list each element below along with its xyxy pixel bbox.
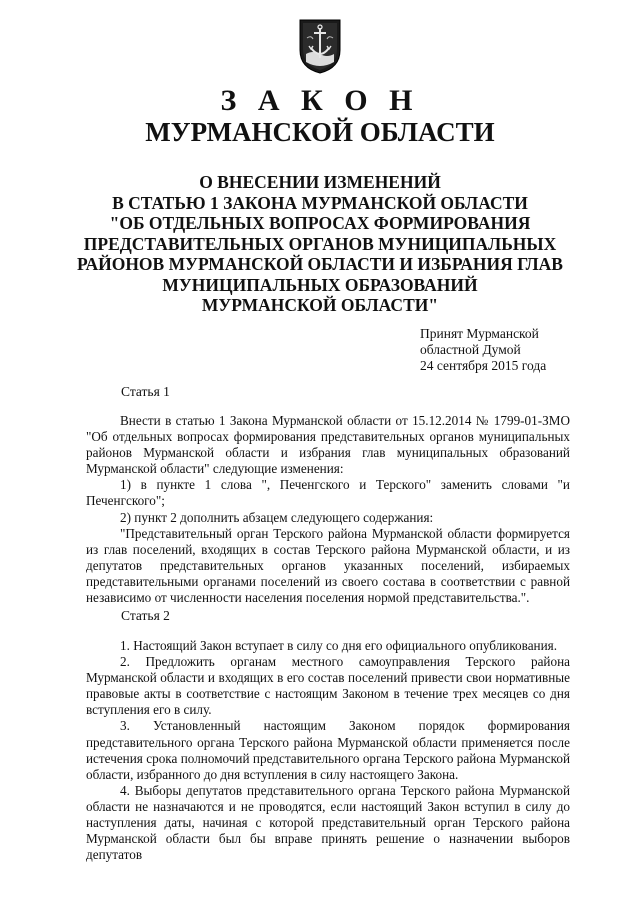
subject-line: "ОБ ОТДЕЛЬНЫХ ВОПРОСАХ ФОРМИРОВАНИЯ <box>109 213 531 233</box>
article-1-paragraph: Внести в статью 1 Закона Мурманской области от 15.12.2014 № 1799-01-ЗМО "Об отдельных вопросах формирования представительных органов муниципальных районов Мурманской области и избрания глав муниципальных образований Мурманской области" следующие изменения: <box>86 413 570 477</box>
region-heading: МУРМАНСКОЙ ОБЛАСТИ <box>145 117 495 147</box>
subject-line: О ВНЕСЕНИИ ИЗМЕНЕНИЙ <box>199 172 441 192</box>
article-2-heading: Статья 2 <box>121 608 170 623</box>
article-2-paragraph: 1. Настоящий Закон вступает в силу со дня его официального опубликования. <box>120 638 558 653</box>
adoption-line: 24 сентября 2015 года <box>420 358 547 373</box>
article-1-body <box>86 413 570 606</box>
article-1-heading: Статья 1 <box>121 384 170 399</box>
subject-line: РАЙОНОВ МУРМАНСКОЙ ОБЛАСТИ И ИЗБРАНИЯ ГЛАВ <box>77 254 563 274</box>
article-1-paragraph: 2) пункт 2 дополнить абзацем следующего содержания: <box>120 509 434 525</box>
law-subject-title <box>60 172 580 316</box>
article-2-body <box>86 638 570 863</box>
subject-line: В СТАТЬЮ 1 ЗАКОНА МУРМАНСКОЙ ОБЛАСТИ <box>112 192 528 213</box>
article-2-paragraph: 3. Установленный настоящим Законом порядок формирования представительного органа Терского района Мурманской области применяется после истечения срока полномочий представительного органа Терского района Мурманской области, избранного до дня вступления в силу настоящего Закона. <box>86 718 570 782</box>
subject-line: ПРЕДСТАВИТЕЛЬНЫХ ОРГАНОВ МУНИЦИПАЛЬНЫХ <box>83 233 557 254</box>
article-1-paragraph: "Представительный орган Терского района Мурманской области формируется из глав поселений, входящих в состав Терского района Мурманской области, и из депутатов представительных органов указанных поселений, избираемых представительными органами поселений из своего состава в соответствии с равной независимо от численности населения поселения нормой представительства.". <box>86 525 570 606</box>
article-2-paragraph: 4. Выборы депутатов представительного органа Терского района Мурманской области не назначаются и не проводятся, если настоящий Закон вступил в силу до наступления даты, начиная с которой представительный орган Терского района Мурманской области был бы вправе принять решение о назначении выборов депутатов <box>86 782 570 863</box>
coat-of-arms-icon <box>298 18 342 74</box>
article-2-paragraph: 2. Предложить органам местного самоуправления Терского района Мурманской области и входящих в его состав поселений привести свои нормативные правовые акты в соответствие с настоящим Законом в течение трех месяцев со дня вступления его в силу. <box>86 654 570 718</box>
subject-line: МУРМАНСКОЙ ОБЛАСТИ" <box>201 295 439 315</box>
subject-line: МУНИЦИПАЛЬНЫХ ОБРАЗОВАНИЙ <box>162 274 478 295</box>
law-heading: З А К О Н <box>220 84 420 117</box>
adoption-line: областной Думой <box>420 342 521 357</box>
adoption-line: Принят Мурманской <box>420 326 539 341</box>
article-1-paragraph: 1) в пункте 1 слова ", Печенгского и Терского" заменить словами "и Печенгского"; <box>86 477 570 509</box>
adoption-note <box>420 326 620 374</box>
